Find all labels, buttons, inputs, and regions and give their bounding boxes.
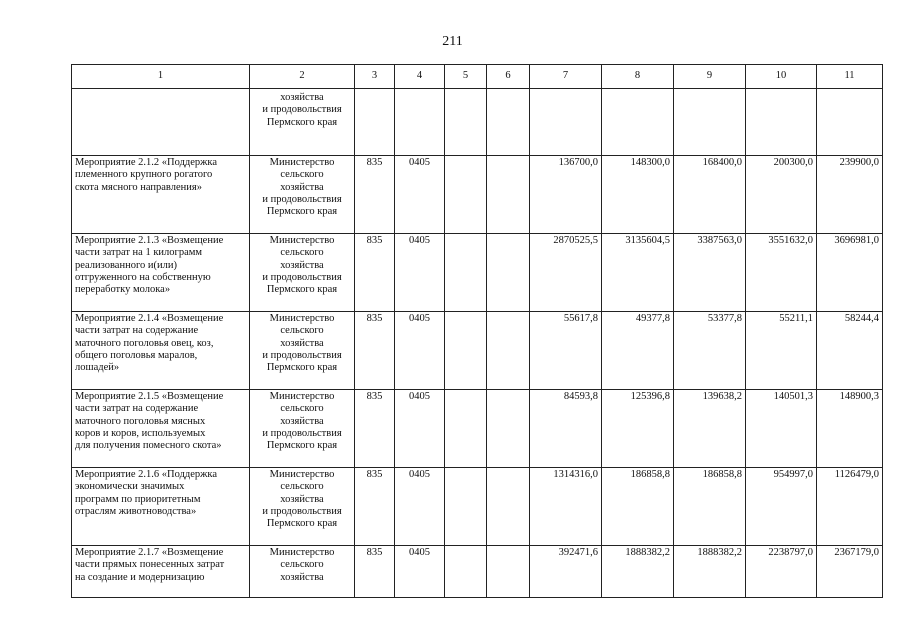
row-col6-cell <box>487 468 530 546</box>
row-executor-cell: Министерство сельского хозяйства и продовольствия Пермского края <box>250 390 355 468</box>
row-col3-cell: 835 <box>355 468 395 546</box>
row-col4-cell: 0405 <box>395 546 445 598</box>
row-col9-cell: 1888382,2 <box>674 546 746 598</box>
row-col5-cell <box>445 546 487 598</box>
row-col3-cell: 835 <box>355 546 395 598</box>
row-col3-cell <box>355 89 395 156</box>
row-name-cell: Мероприятие 2.1.7 «Возмещение части прямых понесенных затрат на создание и модернизацию <box>72 546 250 598</box>
row-col6-cell <box>487 546 530 598</box>
header-cell-7: 7 <box>530 65 602 89</box>
row-col11-cell: 148900,3 <box>817 390 883 468</box>
row-col8-cell: 1888382,2 <box>602 546 674 598</box>
row-col10-cell <box>746 89 817 156</box>
row-col9-cell <box>674 89 746 156</box>
row-col11-cell: 239900,0 <box>817 156 883 234</box>
row-col11-cell: 3696981,0 <box>817 234 883 312</box>
row-col7-cell: 1314316,0 <box>530 468 602 546</box>
header-row <box>72 65 883 89</box>
row-col3-cell: 835 <box>355 156 395 234</box>
row-col4-cell <box>395 89 445 156</box>
table-row <box>72 312 883 390</box>
row-col10-cell: 200300,0 <box>746 156 817 234</box>
header-cell-10: 10 <box>746 65 817 89</box>
row-col4-cell: 0405 <box>395 312 445 390</box>
row-col6-cell <box>487 234 530 312</box>
row-name-cell: Мероприятие 2.1.4 «Возмещение части затрат на содержание маточного поголовья овец, коз, общего поголовья маралов, лошадей» <box>72 312 250 390</box>
header-cell-11: 11 <box>817 65 883 89</box>
row-col9-cell: 53377,8 <box>674 312 746 390</box>
row-executor-cell: Министерство сельского хозяйства и продовольствия Пермского края <box>250 468 355 546</box>
row-executor-cell: Министерство сельского хозяйства и продовольствия Пермского края <box>250 312 355 390</box>
row-col4-cell: 0405 <box>395 390 445 468</box>
row-col10-cell: 55211,1 <box>746 312 817 390</box>
row-executor-cell: Министерство сельского хозяйства и продовольствия Пермского края <box>250 156 355 234</box>
row-col8-cell: 3135604,5 <box>602 234 674 312</box>
row-col6-cell <box>487 156 530 234</box>
table-row <box>72 468 883 546</box>
header-cell-6: 6 <box>487 65 530 89</box>
row-col10-cell: 954997,0 <box>746 468 817 546</box>
row-col5-cell <box>445 312 487 390</box>
row-col7-cell: 136700,0 <box>530 156 602 234</box>
row-name-cell: Мероприятие 2.1.6 «Поддержка экономически значимых программ по приоритетным отраслям животноводства» <box>72 468 250 546</box>
header-cell-2: 2 <box>250 65 355 89</box>
row-col11-cell <box>817 89 883 156</box>
header-cell-9: 9 <box>674 65 746 89</box>
row-col7-cell <box>530 89 602 156</box>
row-col4-cell: 0405 <box>395 156 445 234</box>
row-col6-cell <box>487 390 530 468</box>
row-col7-cell: 84593,8 <box>530 390 602 468</box>
table-body <box>72 89 883 598</box>
row-col4-cell: 0405 <box>395 234 445 312</box>
row-col5-cell <box>445 89 487 156</box>
row-col5-cell <box>445 234 487 312</box>
row-col11-cell: 2367179,0 <box>817 546 883 598</box>
row-col8-cell <box>602 89 674 156</box>
header-cell-8: 8 <box>602 65 674 89</box>
row-col8-cell: 186858,8 <box>602 468 674 546</box>
row-col5-cell <box>445 468 487 546</box>
row-col5-cell <box>445 390 487 468</box>
table-row <box>72 89 883 156</box>
row-col7-cell: 2870525,5 <box>530 234 602 312</box>
row-col6-cell <box>487 89 530 156</box>
row-name-cell: Мероприятие 2.1.2 «Поддержка племенного крупного рогатого скота мясного направления» <box>72 156 250 234</box>
page-number: 211 <box>442 34 463 49</box>
header-cell-3: 3 <box>355 65 395 89</box>
row-executor-cell: хозяйства и продовольствия Пермского края <box>250 89 355 156</box>
row-col3-cell: 835 <box>355 390 395 468</box>
row-col11-cell: 1126479,0 <box>817 468 883 546</box>
row-col10-cell: 3551632,0 <box>746 234 817 312</box>
header-cell-1: 1 <box>72 65 250 89</box>
row-name-cell: Мероприятие 2.1.5 «Возмещение части затрат на содержание маточного поголовья мясных коров и коров, используемых для получения помесного скота» <box>72 390 250 468</box>
table-row <box>72 546 883 598</box>
row-col11-cell: 58244,4 <box>817 312 883 390</box>
row-name-cell <box>72 89 250 156</box>
row-col8-cell: 49377,8 <box>602 312 674 390</box>
table-row <box>72 234 883 312</box>
row-col9-cell: 3387563,0 <box>674 234 746 312</box>
row-col9-cell: 168400,0 <box>674 156 746 234</box>
row-col5-cell <box>445 156 487 234</box>
header-cell-5: 5 <box>445 65 487 89</box>
table-row <box>72 390 883 468</box>
row-col9-cell: 139638,2 <box>674 390 746 468</box>
header-cell-4: 4 <box>395 65 445 89</box>
row-executor-cell: Министерство сельского хозяйства и продовольствия Пермского края <box>250 234 355 312</box>
budget-table <box>71 64 883 598</box>
row-col8-cell: 125396,8 <box>602 390 674 468</box>
row-col6-cell <box>487 312 530 390</box>
row-col10-cell: 2238797,0 <box>746 546 817 598</box>
row-col10-cell: 140501,3 <box>746 390 817 468</box>
row-col9-cell: 186858,8 <box>674 468 746 546</box>
row-col3-cell: 835 <box>355 312 395 390</box>
row-col4-cell: 0405 <box>395 468 445 546</box>
row-col8-cell: 148300,0 <box>602 156 674 234</box>
table-row <box>72 156 883 234</box>
row-name-cell: Мероприятие 2.1.3 «Возмещение части затрат на 1 килограмм реализованного и(или) отгруженного на собственную переработку молока» <box>72 234 250 312</box>
row-executor-cell: Министерство сельского хозяйства <box>250 546 355 598</box>
row-col7-cell: 55617,8 <box>530 312 602 390</box>
row-col7-cell: 392471,6 <box>530 546 602 598</box>
row-col3-cell: 835 <box>355 234 395 312</box>
